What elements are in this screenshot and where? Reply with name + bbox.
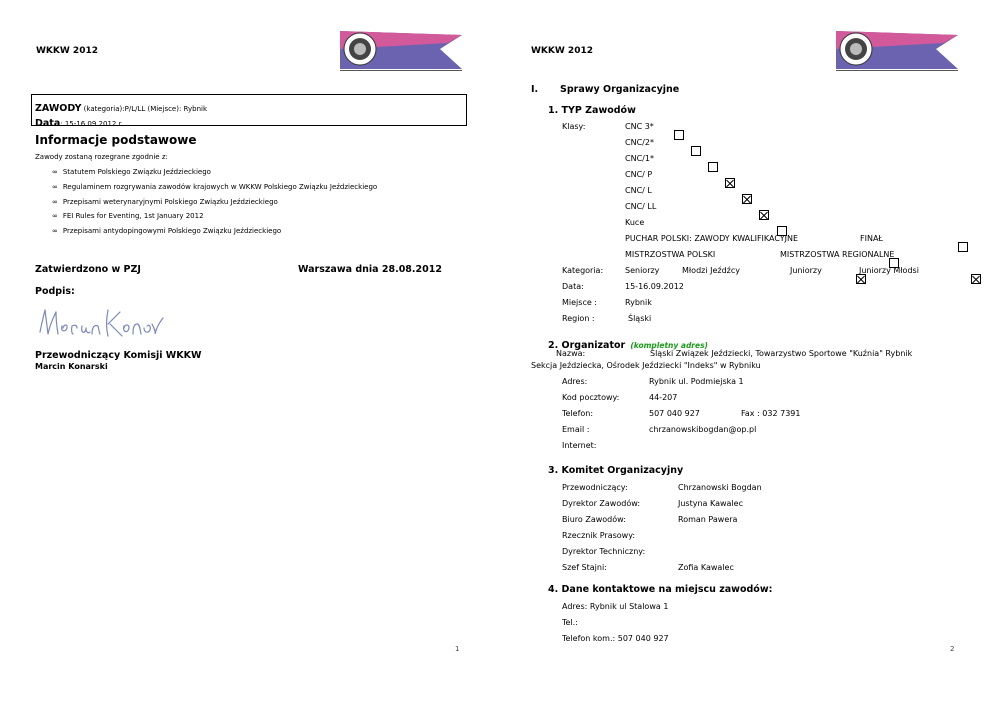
committee-role: Biuro Zawodów:: [562, 515, 626, 524]
region-label: Region :: [562, 314, 595, 323]
bullet-icon: ∞: [52, 168, 58, 176]
class-checkbox[interactable]: [691, 146, 701, 156]
bullet-icon: ∞: [52, 212, 58, 220]
subsection-title: 1. TYP Zawodów: [548, 105, 636, 116]
header-divider: [836, 70, 958, 71]
miejsce-value: Rybnik: [625, 298, 652, 307]
committee-name: Chrzanowski Bogdan: [678, 483, 762, 492]
class-checkbox[interactable]: [674, 130, 684, 140]
list-item: ∞ FEI Rules for Eventing, 1st January 2012: [52, 212, 204, 220]
committee-role: Dyrektor Zawodów:: [562, 499, 641, 508]
handwritten-signature: [36, 304, 166, 340]
header-divider: [340, 70, 462, 71]
kat-option: Seniorzy: [625, 266, 660, 275]
internet-label: Internet:: [562, 441, 597, 450]
nazwa-label: Nazwa:: [556, 349, 586, 358]
committee-role: Przewodniczący:: [562, 483, 628, 492]
kat-option: Młodzi Jeźdźcy: [682, 266, 741, 275]
puchar-checkbox[interactable]: [958, 242, 968, 252]
section-title: Sprawy Organizacyjne: [560, 84, 680, 95]
list-item: ∞ Przepisami weterynaryjnymi Polskiego Związku Jeździeckiego: [52, 198, 278, 206]
miejsce-label: Miejsce :: [562, 298, 597, 307]
warsaw-date: Warszawa dnia 28.08.2012: [298, 264, 442, 275]
kategoria-label: Kategoria:: [562, 266, 604, 275]
region-value: Śląski: [628, 314, 652, 323]
class-option: CNC/ P: [625, 170, 653, 179]
list-item: ∞ Regulaminem rozgrywania zawodów krajowych w WKKW Polskiego Związku Jeździeckiego: [52, 183, 378, 191]
bullet-icon: ∞: [52, 227, 58, 235]
section-number: I.: [531, 84, 539, 95]
list-item: ∞ Przepisami antydopingowymi Polskiego Związku Jeździeckiego: [52, 227, 282, 235]
page-title: Informacje podstawowe: [35, 133, 197, 147]
adres-label: Adres:: [562, 377, 588, 386]
podpis-label: Podpis:: [35, 286, 75, 297]
subsection-title: 4. Dane kontaktowe na miejscu zawodów:: [548, 584, 773, 595]
bullet-icon: ∞: [52, 198, 58, 206]
approved-label: Zatwierdzono w PZJ: [35, 264, 141, 275]
telefon-label: Telefon:: [562, 409, 594, 418]
page-header: WKKW 2012: [36, 46, 98, 56]
committee-name: Zofia Kawalec: [678, 563, 734, 572]
committee-name: Roman Pawera: [678, 515, 738, 524]
klasy-label: Klasy:: [562, 122, 586, 131]
data-line: Data: 15-16.09.2012 r.: [35, 118, 124, 129]
contact-kom: Telefon kom.: 507 040 927: [562, 634, 669, 643]
kat-checkbox-checked[interactable]: [856, 274, 866, 284]
page-header: WKKW 2012: [531, 46, 593, 56]
committee-role: Rzecznik Prasowy:: [562, 531, 636, 540]
kat-option: Juniorzy Młodsi: [859, 266, 919, 275]
mr-label: MISTRZOSTWA REGIONALNE: [780, 250, 895, 259]
kat-checkbox-checked[interactable]: [971, 274, 981, 284]
email-value: chrzanowskibogdan@op.pl: [649, 425, 757, 434]
class-checkbox-checked[interactable]: [725, 178, 735, 188]
list-item: ∞ Statutem Polskiego Związku Jeździeckiego: [52, 168, 211, 176]
bullet-icon: ∞: [52, 183, 58, 191]
committee-role: Szef Stajni:: [562, 563, 607, 572]
chair-title: Przewodniczący Komisji WKKW: [35, 350, 202, 361]
class-option: CNC/ LL: [625, 202, 657, 211]
adres-value: Rybnik ul. Podmiejska 1: [649, 377, 744, 386]
fax-value: Fax : 032 7391: [741, 409, 801, 418]
final-label: FINAŁ: [860, 234, 883, 243]
kod-value: 44-207: [649, 393, 678, 402]
class-option: CNC/2*: [625, 138, 654, 147]
nazwa-value: Śląski Związek Jeździecki, Towarzystwo Sportowe "Kuźnia" Rybnik: [650, 349, 913, 358]
data-label: Data:: [562, 282, 584, 291]
class-option: CNC/ L: [625, 186, 652, 195]
class-option: CNC/1*: [625, 154, 654, 163]
class-checkbox-checked[interactable]: [742, 194, 752, 204]
zawody-line: ZAWODY (kategoria):P/L/LL (Miejsce): Rybnik: [35, 103, 208, 114]
contact-adres: Adres: Rybnik ul Stalowa 1: [562, 602, 669, 611]
kat-option: Juniorzy: [790, 266, 822, 275]
class-checkbox[interactable]: [708, 162, 718, 172]
subsection-title: 3. Komitet Organizacyjny: [548, 465, 684, 476]
class-option: Kuce: [625, 218, 645, 227]
telefon-value: 507 040 927: [649, 409, 700, 418]
class-checkbox-checked[interactable]: [759, 210, 769, 220]
email-label: Email :: [562, 425, 590, 434]
class-option: CNC 3*: [625, 122, 654, 131]
pzj-flag-logo: [340, 31, 462, 69]
puchar-label: PUCHAR POLSKI: ZAWODY KWALIFIKACYJNE: [625, 234, 799, 243]
page-number: 2: [950, 645, 955, 653]
page-number: 1: [455, 645, 460, 653]
kod-label: Kod pocztowy:: [562, 393, 620, 402]
contact-tel: Tel.:: [562, 618, 578, 627]
committee-name: Justyna Kawalec: [678, 499, 743, 508]
chair-name: Marcin Konarski: [35, 362, 108, 371]
committee-role: Dyrektor Techniczny:: [562, 547, 646, 556]
nazwa-value-cont: Sekcja Jeździecka, Ośrodek Jeździecki "Indeks" w Rybniku: [531, 361, 761, 370]
intro-text: Zawody zostaną rozegrane zgodnie z:: [35, 153, 168, 161]
mp-label: MISTRZOSTWA POLSKI: [625, 250, 716, 259]
subsection-title: 2. Organizator (kompletny adres): [548, 340, 708, 351]
data-value: 15-16.09.2012: [625, 282, 684, 291]
pzj-flag-logo: [836, 31, 958, 69]
